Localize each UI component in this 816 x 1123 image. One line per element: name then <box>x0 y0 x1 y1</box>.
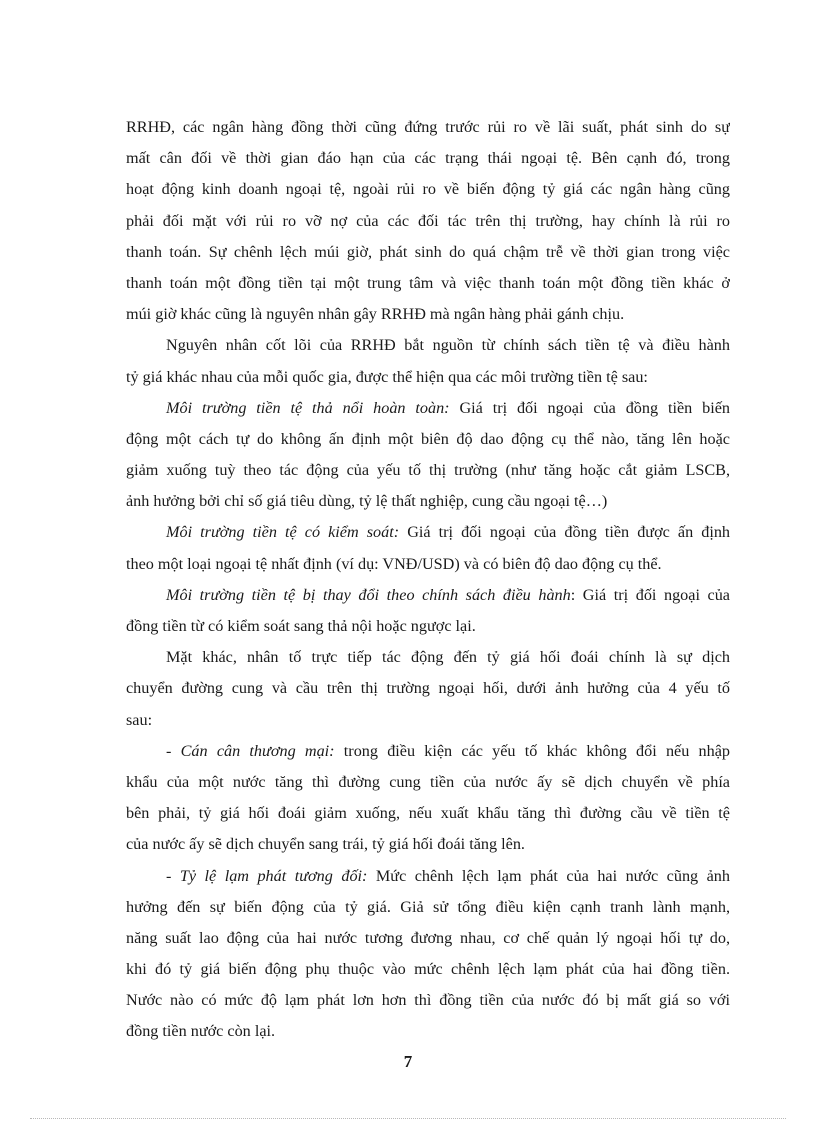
line-text: thanh toán một đồng tiền tại một trung tâm và việc thanh toán một đồng tiền khác ở <box>126 273 730 292</box>
page-number: 7 <box>403 1052 413 1071</box>
text-line <box>126 954 730 985</box>
text-line <box>126 206 730 237</box>
text-line <box>126 517 730 548</box>
text-line <box>126 673 730 704</box>
text-line <box>126 362 730 393</box>
line-text: trong điều kiện các yếu tố khác không đổi nếu nhập <box>334 741 730 760</box>
text-line <box>126 330 730 361</box>
text-line <box>126 580 730 611</box>
line-text: Mức chênh lệch lạm phát của hai nước cũng ảnh <box>367 866 730 885</box>
italic-lead: Tỷ lệ lạm phát tương đối: <box>179 866 368 885</box>
line-text: đồng tiền từ có kiểm soát sang thả nội hoặc ngược lại. <box>126 617 476 635</box>
line-text: khẩu của một nước tăng thì đường cung tiền của nước ấy sẽ dịch chuyển về phía <box>126 772 730 791</box>
italic-lead: Cán cân thương mại: <box>180 741 335 760</box>
body-text <box>126 112 730 1048</box>
page-bottom-divider <box>30 1118 786 1119</box>
text-line <box>126 143 730 174</box>
italic-lead: Môi trường tiền tệ thả nổi hoàn toàn: <box>166 398 450 417</box>
text-line <box>126 299 730 330</box>
italic-lead: Môi trường tiền tệ bị thay đổi theo chính sách điều hành <box>166 585 571 604</box>
text-line <box>126 705 730 736</box>
text-line <box>126 829 730 860</box>
text-line <box>126 268 730 299</box>
line-text: Mặt khác, nhân tố trực tiếp tác động đến tỷ giá hối đoái chính là sự dịch <box>166 648 730 667</box>
line-text: Nước nào có mức độ lạm phát lơn hơn thì đồng tiền của nước đó bị mất giá so với <box>126 991 730 1010</box>
line-text: hoạt động kinh doanh ngoại tệ, ngoài rủi ro về biến động tỷ giá các ngân hàng cũng <box>126 180 730 199</box>
text-line <box>126 455 730 486</box>
line-text: thanh toán. Sự chênh lệch múi giờ, phát sinh do quá chậm trễ về thời gian trong việc <box>126 242 730 261</box>
bullet-dash: - <box>166 741 181 760</box>
text-line <box>126 486 730 517</box>
line-text: năng suất lao động của hai nước tương đương nhau, cơ chế quản lý ngoại hối tự do, <box>126 928 730 947</box>
line-text: ảnh hưởng bởi chỉ số giá tiêu dùng, tỷ lệ thất nghiệp, cung cầu ngoại tệ…) <box>126 492 608 511</box>
text-line <box>126 985 730 1016</box>
text-line <box>126 767 730 798</box>
text-line <box>126 1016 730 1047</box>
text-line <box>126 861 730 892</box>
text-line <box>126 424 730 455</box>
text-line <box>126 174 730 205</box>
line-text: múi giờ khác cũng là nguyên nhân gây RRHĐ mà ngân hàng phải gánh chịu. <box>126 305 625 324</box>
text-line <box>126 892 730 923</box>
line-text: của nước ấy sẽ dịch chuyển sang trái, tỷ giá hối đoái tăng lên. <box>126 835 525 854</box>
line-text: phải đối mặt với rủi ro vỡ nợ của các đối tác trên thị trường, hay chính là rủi ro <box>126 211 730 230</box>
line-text: hưởng đến sự biến động của tỷ giá. Giả sử tổng điều kiện cạnh tranh lành mạnh, <box>126 897 730 916</box>
line-text: Nguyên nhân cốt lõi của RRHĐ bắt nguồn từ chính sách tiền tệ và điều hành <box>166 336 730 355</box>
italic-lead: Môi trường tiền tệ có kiểm soát: <box>166 523 400 542</box>
line-text: sau: <box>126 710 153 729</box>
line-text: Giá trị đối ngoại của đồng tiền được ấn định <box>399 523 730 542</box>
text-line <box>126 798 730 829</box>
text-line <box>126 736 730 767</box>
text-line <box>126 112 730 143</box>
text-line <box>126 393 730 424</box>
line-text: động một cách tự do không ấn định một biên độ dao động cụ thể nào, tăng lên hoặc <box>126 429 730 448</box>
text-line <box>126 923 730 954</box>
text-line <box>126 642 730 673</box>
text-line <box>126 611 730 642</box>
line-text: Giá trị đối ngoại của đồng tiền biến <box>449 398 730 417</box>
line-text: : Giá trị đối ngoại của <box>570 585 730 604</box>
line-text: bên phải, tỷ giá hối đoái giảm xuống, nếu xuất khẩu tăng thì đường cầu về tiền tệ <box>126 804 730 823</box>
line-text: đồng tiền nước còn lại. <box>126 1022 276 1041</box>
text-line <box>126 237 730 268</box>
line-text: mất cân đối về thời gian đáo hạn của các trạng thái ngoại tệ. Bên cạnh đó, trong <box>126 149 730 168</box>
line-text: giảm xuống tuỳ theo tác động của yếu tố thị trường (như tăng hoặc cắt giảm LSCB, <box>126 461 730 480</box>
line-text: RRHĐ, các ngân hàng đồng thời cũng đứng trước rủi ro về lãi suất, phát sinh do sự <box>126 118 730 136</box>
line-text: khi đó tỷ giá biến động phụ thuộc vào mức chênh lệch lạm phát của hai đồng tiền. <box>126 960 730 979</box>
line-text: theo một loại ngoại tệ nhất định (ví dụ: VNĐ/USD) và có biên độ dao động cụ thể. <box>126 554 662 573</box>
bullet-dash: - <box>166 866 180 885</box>
text-line <box>126 549 730 580</box>
line-text: tỷ giá khác nhau của mỗi quốc gia, được thể hiện qua các môi trường tiền tệ sau: <box>126 367 648 386</box>
line-text: chuyển đường cung và cầu trên thị trường ngoại hối, dưới ảnh hưởng của 4 yếu tố <box>126 679 730 698</box>
